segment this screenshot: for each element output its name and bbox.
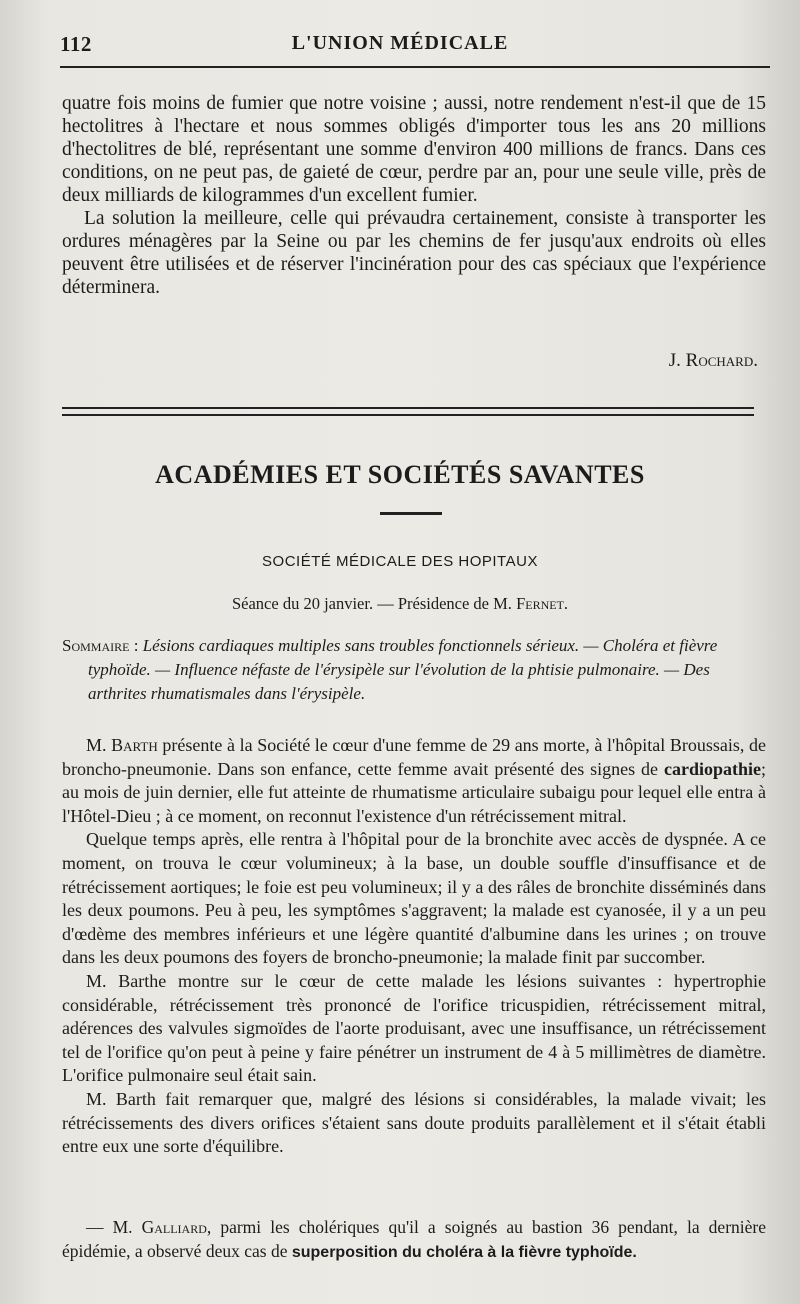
p1-text-a: présente à la Société le cœur d'une femme de 29 ans morte, à l'hôpital Broussais, de broncho-pneumonie. Dans son enfance, cette femme avait présenté des signes de xyxy=(62,735,767,779)
p1-text-b: ; au mois de juin dernier, elle fut atteinte de rhumatisme articulaire subaigu pour lequel elle entra à l'Hôtel-Dieu ; à ce moment, on reconnut l'existence d'un rétrécissement mitral. xyxy=(62,758,766,826)
top-paragraph-1: quatre fois moins de fumier que notre voisine ; aussi, notre rendement n'est-il que de 15 hectolitres à l'hectare et nous sommes obligés d'importer tous les ans 20 millions d'hectolitres de blé, représentant une somme d'environ 400 millions de francs. Dans ces conditions, on ne peut pas, de gaieté de cœur, perdre par an, pour une seule ville, près de deux milliards de kilogrammes d'un excellent fumier. xyxy=(62,93,766,206)
signature-name: Rochard. xyxy=(685,350,758,371)
signature-initial: J. xyxy=(668,350,686,371)
p1-name: Barth xyxy=(111,735,158,755)
closing-text: , parmi les cholériques qu'il a soignés au bastion 36 pendant, la dernière épidémie, a observé deux cas de xyxy=(62,1217,767,1261)
page-number: 112 xyxy=(60,32,92,56)
header-rule xyxy=(60,66,770,68)
sommaire-separator: : xyxy=(129,636,143,655)
top-article xyxy=(62,92,766,299)
sommaire-label: Sommaire xyxy=(62,636,130,655)
president-name: Fernet. xyxy=(516,594,569,613)
society-name: SOCIÉTÉ MÉDICALE DES HOPITAUX xyxy=(262,553,538,570)
sommaire-text: Lésions cardiaques multiples sans troubles fonctionnels sérieux. — Choléra et fièvre typhoïde. — Influence néfaste de l'érysipèle sur l'évolution de la phtisie pulmonaire. — Des arthrites rhumatismales dans l'érysipèle. xyxy=(88,636,718,703)
section-title: ACADÉMIES ET SOCIÉTÉS SAVANTES xyxy=(155,460,645,489)
body-paragraph-4: M. Barth fait remarquer que, malgré des lésions si considérables, la malade vivait; les rétrécissements des divers orifices s'étaient sans doute produits parallèlement et il s'était établi entre eux une sorte d'équilibre. xyxy=(62,1088,766,1157)
section-divider xyxy=(62,407,754,416)
body-paragraph-3: M. Barthe montre sur le cœur de cette malade les lésions suivantes : hypertrophie considérable, rétrécissement très prononcé de l'orifice tricuspidien, rétrécissement mitral, adérences des valvules sigmoïdes de l'aorte produisant, avec une insuffisance, un rétrécissement tel de l'orifice qu'on peut à peine y faire pénétrer un instrument de 4 à 5 millimètres de diamètre. L'orifice pulmonaire seul était sain. xyxy=(62,970,766,1086)
running-title: L'UNION MÉDICALE xyxy=(291,32,509,54)
closing-name: Galliard xyxy=(141,1217,207,1237)
title-rule xyxy=(380,512,442,515)
body-paragraph-1 xyxy=(62,734,766,828)
p1-start: M. xyxy=(86,735,112,755)
sommaire xyxy=(62,634,766,706)
article-body xyxy=(62,734,766,1159)
session-line xyxy=(0,594,800,614)
p1-keyword: cardiopathie xyxy=(663,758,761,779)
closing-dash: — M. xyxy=(86,1217,142,1237)
session-text: Séance du 20 janvier. — Présidence de M. xyxy=(231,594,517,613)
closing-paragraph xyxy=(62,1216,766,1264)
closing-keyword: superposition du choléra à la fièvre typhoïde. xyxy=(291,1243,637,1261)
body-paragraph-2: Quelque temps après, elle rentra à l'hôpital pour de la bronchite avec accès de dyspnée. A ce moment, on trouva le cœur volumineux; à la base, un double souffle d'insuffisance et de rétrécissement aortiques; le foie est peu volumineux; il y a des râles de bronchite disséminés dans les deux poumons. Peu à peu, les symptômes s'aggravent; la malade est cyanosée, il y a un peu d'œdème des membres inférieurs et une légère quantité d'albumine dans les urines ; on trouve dans les deux poumons des foyers de broncho-pneumonie; la malade finit par succomber. xyxy=(62,829,766,968)
author-signature xyxy=(669,350,758,372)
top-paragraph-2: La solution la meilleure, celle qui prévaudra certainement, consiste à transporter les ordures ménagères par la Seine ou par les chemins de fer jusqu'aux endroits où elles peuvent être utilisées et de réserver l'incinération pour des cas spéciaux que l'expérience déterminera. xyxy=(62,208,766,298)
